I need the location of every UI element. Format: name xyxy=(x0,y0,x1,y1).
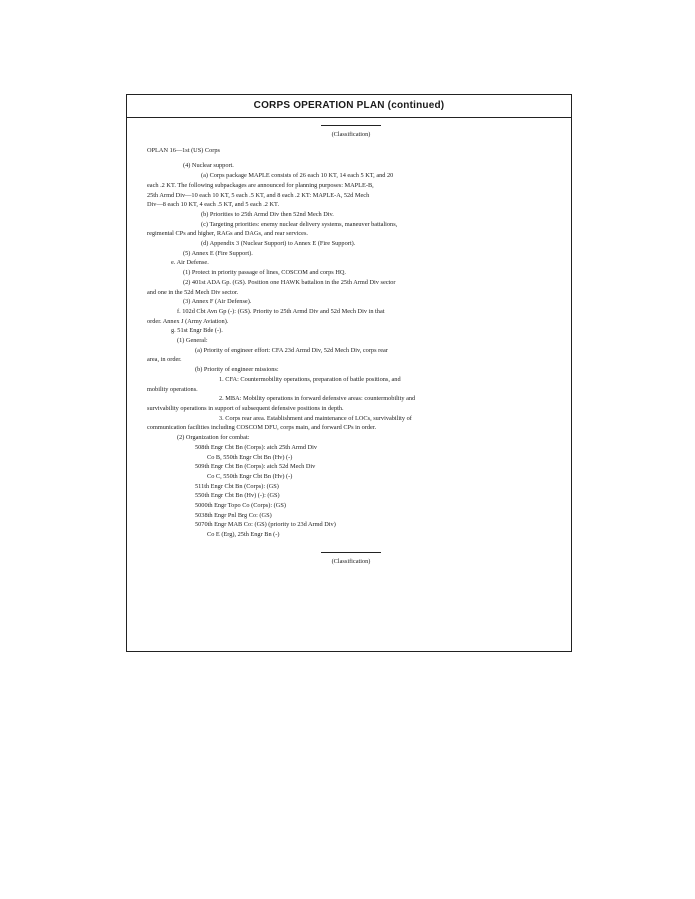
text-line: (b) Priority of engineer missions: xyxy=(195,366,279,374)
text-line: (1) Protect in priority passage of lines, COSCOM and corps HQ. xyxy=(183,269,346,277)
oplan-line: OPLAN 16—1st (US) Corps xyxy=(147,146,220,154)
text-line: 25th Armd Div—10 each 10 KT, 5 each .5 KT, and 8 each .2 KT: MAPLE-A, 52d Mech xyxy=(147,191,370,199)
text-line: mobility operations. xyxy=(147,385,198,393)
classification-top xyxy=(147,125,555,140)
document-body xyxy=(147,125,555,641)
text-line: (5) Annex E (Fire Support). xyxy=(183,249,253,257)
text-line: (2) 401st ADA Gp. (GS). Position one HAWK battalion in the 25th Armd Div sector xyxy=(183,278,396,286)
text-line: (2) Organization for combat: xyxy=(177,434,250,442)
text-line: 1. CFA: Countermobility operations, preparation of battle positions, and xyxy=(219,375,401,383)
text-line: (a) Corps package MAPLE consists of 26 each 10 KT, 14 each 5 KT, and 20 xyxy=(201,172,394,180)
classification-label-bottom: (Classification) xyxy=(331,557,371,565)
text-line: each .2 KT. The following subpackages are announced for planning purposes: MAPLE-B, xyxy=(147,181,374,189)
text-line: 509th Engr Cbt Bn (Corps): atch 52d Mech Div xyxy=(195,463,316,471)
classification-label-top: (Classification) xyxy=(331,131,371,138)
text-line: Div—8 each 10 KT, 4 each .5 KT, and 5 each .2 KT. xyxy=(147,201,280,209)
text-line: area, in order. xyxy=(147,356,182,364)
text-line: (1) General: xyxy=(177,337,208,345)
text-line: 508th Engr Cbt Bn (Corps): atch 25th Armd Div xyxy=(195,443,318,451)
text-line: 5038th Engr Pnl Brg Co: (GS) xyxy=(195,511,272,519)
text-line: communication facilities including COSCOM DFU, corps main, and forward CPs in order. xyxy=(147,424,377,432)
text-line: and one in the 52d Mech Div sector. xyxy=(147,288,239,296)
text-line: (3) Annex F (Air Defense). xyxy=(183,298,252,306)
text-line: regimental CPs and higher, RAGs and DAGs, and rear services. xyxy=(147,230,308,238)
text-line: 2. MBA: Mobility operations in forward defensive areas: countermobility and xyxy=(219,395,416,403)
text-line: (d) Appendix 3 (Nuclear Support) to Annex E (Fire Support). xyxy=(201,240,356,248)
text-line: f. 102d Cbt Avn Gp (-): (GS). Priority to 25th Armd Div and 52d Mech Div in that xyxy=(177,307,385,315)
text-line: Co C, 550th Engr Cbt Bn (Hv) (-) xyxy=(207,472,293,480)
text-line: 550th Engr Cbt Bn (Hv) (-): (GS) xyxy=(195,492,280,500)
text-line: Co E (Erg), 25th Engr Bn (-) xyxy=(207,531,280,539)
text-line: e. Air Defense. xyxy=(171,259,209,267)
text-line: survivability operations in support of subsequent defensive positions in depth. xyxy=(147,404,344,412)
text-line: (b) Priorities to 25th Armd Div then 52nd Mech Div. xyxy=(201,210,334,218)
text-line: Co B, 550th Engr Cbt Bn (Hv) (-) xyxy=(207,453,293,461)
classification-bottom xyxy=(147,552,555,567)
text-line: (c) Targeting priorities: enemy nuclear delivery systems, maneuver battalions, xyxy=(201,220,398,228)
classification-rule xyxy=(321,552,381,553)
text-line: 3. Corps rear area. Establishment and maintenance of LOCs, survivability of xyxy=(219,414,412,422)
text-line: 5000th Engr Topo Co (Corps): (GS) xyxy=(195,502,286,510)
text-line: order. Annex J (Army Aviation). xyxy=(147,317,229,325)
paragraph-list xyxy=(147,161,555,539)
classification-rule xyxy=(321,125,381,126)
document-frame xyxy=(126,94,572,652)
text-line: (a) Priority of engineer effort: CFA 23d Armd Div, 52d Mech Div, corps rear xyxy=(195,346,388,354)
text-line: 5070th Engr MAB Co: (GS) (priority to 23d Armd Div) xyxy=(195,521,336,529)
page-title: CORPS OPERATION PLAN (continued) xyxy=(127,95,571,118)
text-line: 511th Engr Cbt Bn (Corps): (GS) xyxy=(195,482,279,490)
text-line: (4) Nuclear support. xyxy=(183,162,234,170)
text-line: g. 51st Engr Bde (-). xyxy=(171,327,223,335)
